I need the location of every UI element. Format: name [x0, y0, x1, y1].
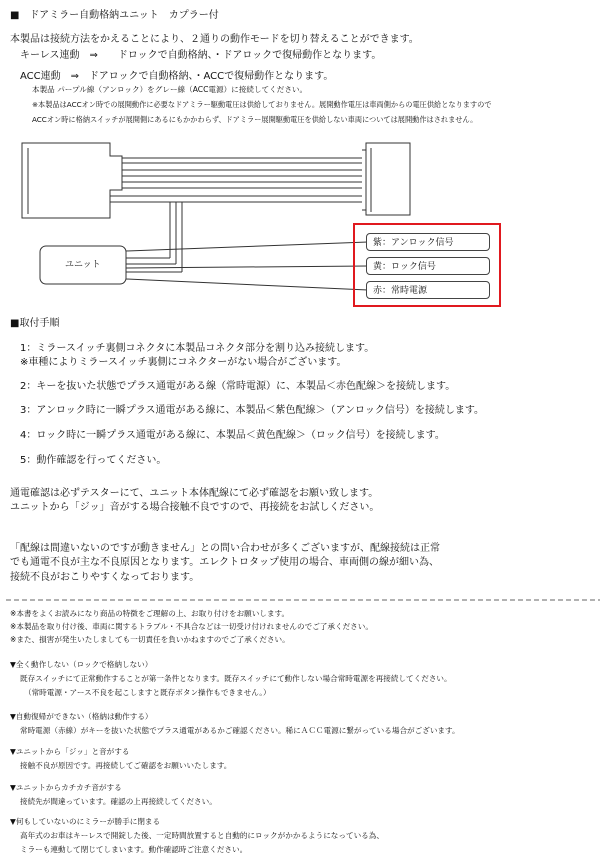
- faq-line-2: でも通電不良が主な不良原因となります。エレクトロタップ使用の場合、車両側の線が細い為、: [10, 557, 439, 568]
- check-line-1: 通電確認は必ずテスターにて、ユニット本体配線にて必ず確認をお願い致します。: [10, 488, 379, 499]
- trouble-text: 接続先が間違っています。確認の上再接続してください。: [20, 797, 217, 806]
- wire-label-purple: 紫：アンロック信号: [366, 233, 490, 251]
- faq-line-3: 接続不良がおこりやすくなっております。: [10, 572, 200, 583]
- wire-label-yellow: 黄：ロック信号: [366, 257, 490, 275]
- intro-line: 本製品は接続方法をかえることにより、２通りの動作モードを切り替えることができます。: [10, 34, 419, 45]
- trouble-text: 常時電源（赤線）がキーを抜いた状態でプラス通電があるかご確認ください。稀にＡＣＣ電源に繋がっている場合がございます。: [20, 726, 460, 735]
- faq-line-1: 「配線は間違いないのですが動きません」との問い合わせが多くございますが、配線接続は正常: [10, 543, 440, 554]
- step-4: 4：ロック時に一瞬プラス通電がある線に、本製品＜黄色配線＞（ロック信号）を接続します。: [20, 430, 445, 441]
- trouble-title-3: ▼ユニットから「ジッ」と音がする: [10, 747, 130, 756]
- disclaimer-3: ※また、損害が発生いたしましても一切責任を負いかねますのでご了承ください。: [10, 635, 290, 644]
- trouble-text: 高年式のお車はキーレスで開錠した後、一定時間放置すると自動的にロックがかかるようになっている為、: [20, 831, 384, 840]
- disclaimer-1: ※本書をよくお読みになり商品の特徴をご理解の上、お取り付けをお願いします。: [10, 609, 290, 618]
- check-line-2: ユニットから「ジッ」音がする場合接触不良ですので、再接続をお試しください。: [10, 502, 380, 513]
- step-3: 3：アンロック時に一瞬プラス通電がある線に、本製品＜紫色配線＞（アンロック信号）を接続します。: [20, 405, 485, 416]
- procedure-heading: ■取付手順: [10, 318, 60, 329]
- step-2: 2：キーを抜いた状態でプラス通電がある線（常時電源）に、本製品＜赤色配線＞を接続します。: [20, 381, 456, 392]
- step-1: 1：ミラースイッチ裏側コネクタに本製品コネクタ部分を割り込み接続します。: [20, 343, 375, 354]
- page-title: ■ ドアミラー自動格納ユニット カプラー付: [10, 10, 219, 21]
- step-1-note: ※車種によりミラースイッチ裏側にコネクターがない場合がございます。: [20, 357, 347, 368]
- trouble-title-4: ▼ユニットからカチカチ音がする: [10, 783, 122, 792]
- trouble-title-2: ▼自動復帰ができない（格納は動作する）: [10, 712, 153, 721]
- keyless-mode: キーレス連動 ⇒ ドロックで自動格納、・ドアロックで復帰動作となります。: [20, 50, 382, 61]
- trouble-title-5: ▼何もしていないのにミラーが勝手に閉まる: [10, 817, 161, 826]
- acc-warning-1: ※本製品はACCオン時での展開動作に必要なドアミラー駆動電圧は供給しておりません。展開動作電圧は車両側からの電圧供給となりますので: [32, 100, 492, 109]
- disclaimer-2: ※本製品を取り付け後、車両に関するトラブル・不具合などは一切受け付けれませんのでご了承ください。: [10, 622, 373, 631]
- trouble-text: 接触不良が原因です。再接続してご確認をお願いいたします。: [20, 761, 232, 770]
- trouble-text: ミラーも連動して閉じてしまいます。動作確認時ご注意ください。: [20, 845, 248, 854]
- wire-label-red: 赤：常時電源: [366, 281, 490, 299]
- trouble-title-1: ▼全く動作しない（ロックで格納しない）: [10, 660, 153, 669]
- step-5: 5：動作確認を行ってください。: [20, 455, 167, 466]
- trouble-text: （常時電源・アース不良を起こしますと既存ボタン操作もできません。）: [24, 688, 271, 697]
- acc-note: 本製品 パープル線（アンロック）をグレー線（ACC電源）に接続してください。: [32, 85, 308, 94]
- unit-label: ユニット: [65, 260, 101, 270]
- acc-warning-2: ACCオン時に格納スイッチが展開側にあるにもかかわらず、ドアミラー展開駆動電圧を供給しない車両については展開動作はされません。: [32, 115, 478, 124]
- trouble-text: 既存スイッチにて正常動作することが第一条件となります。既存スイッチにて動作しない場合常時電源を再接続してください。: [20, 674, 452, 683]
- acc-mode: ACC連動 ⇒ ドアロックで自動格納、・ACCで復帰動作となります。: [20, 71, 334, 82]
